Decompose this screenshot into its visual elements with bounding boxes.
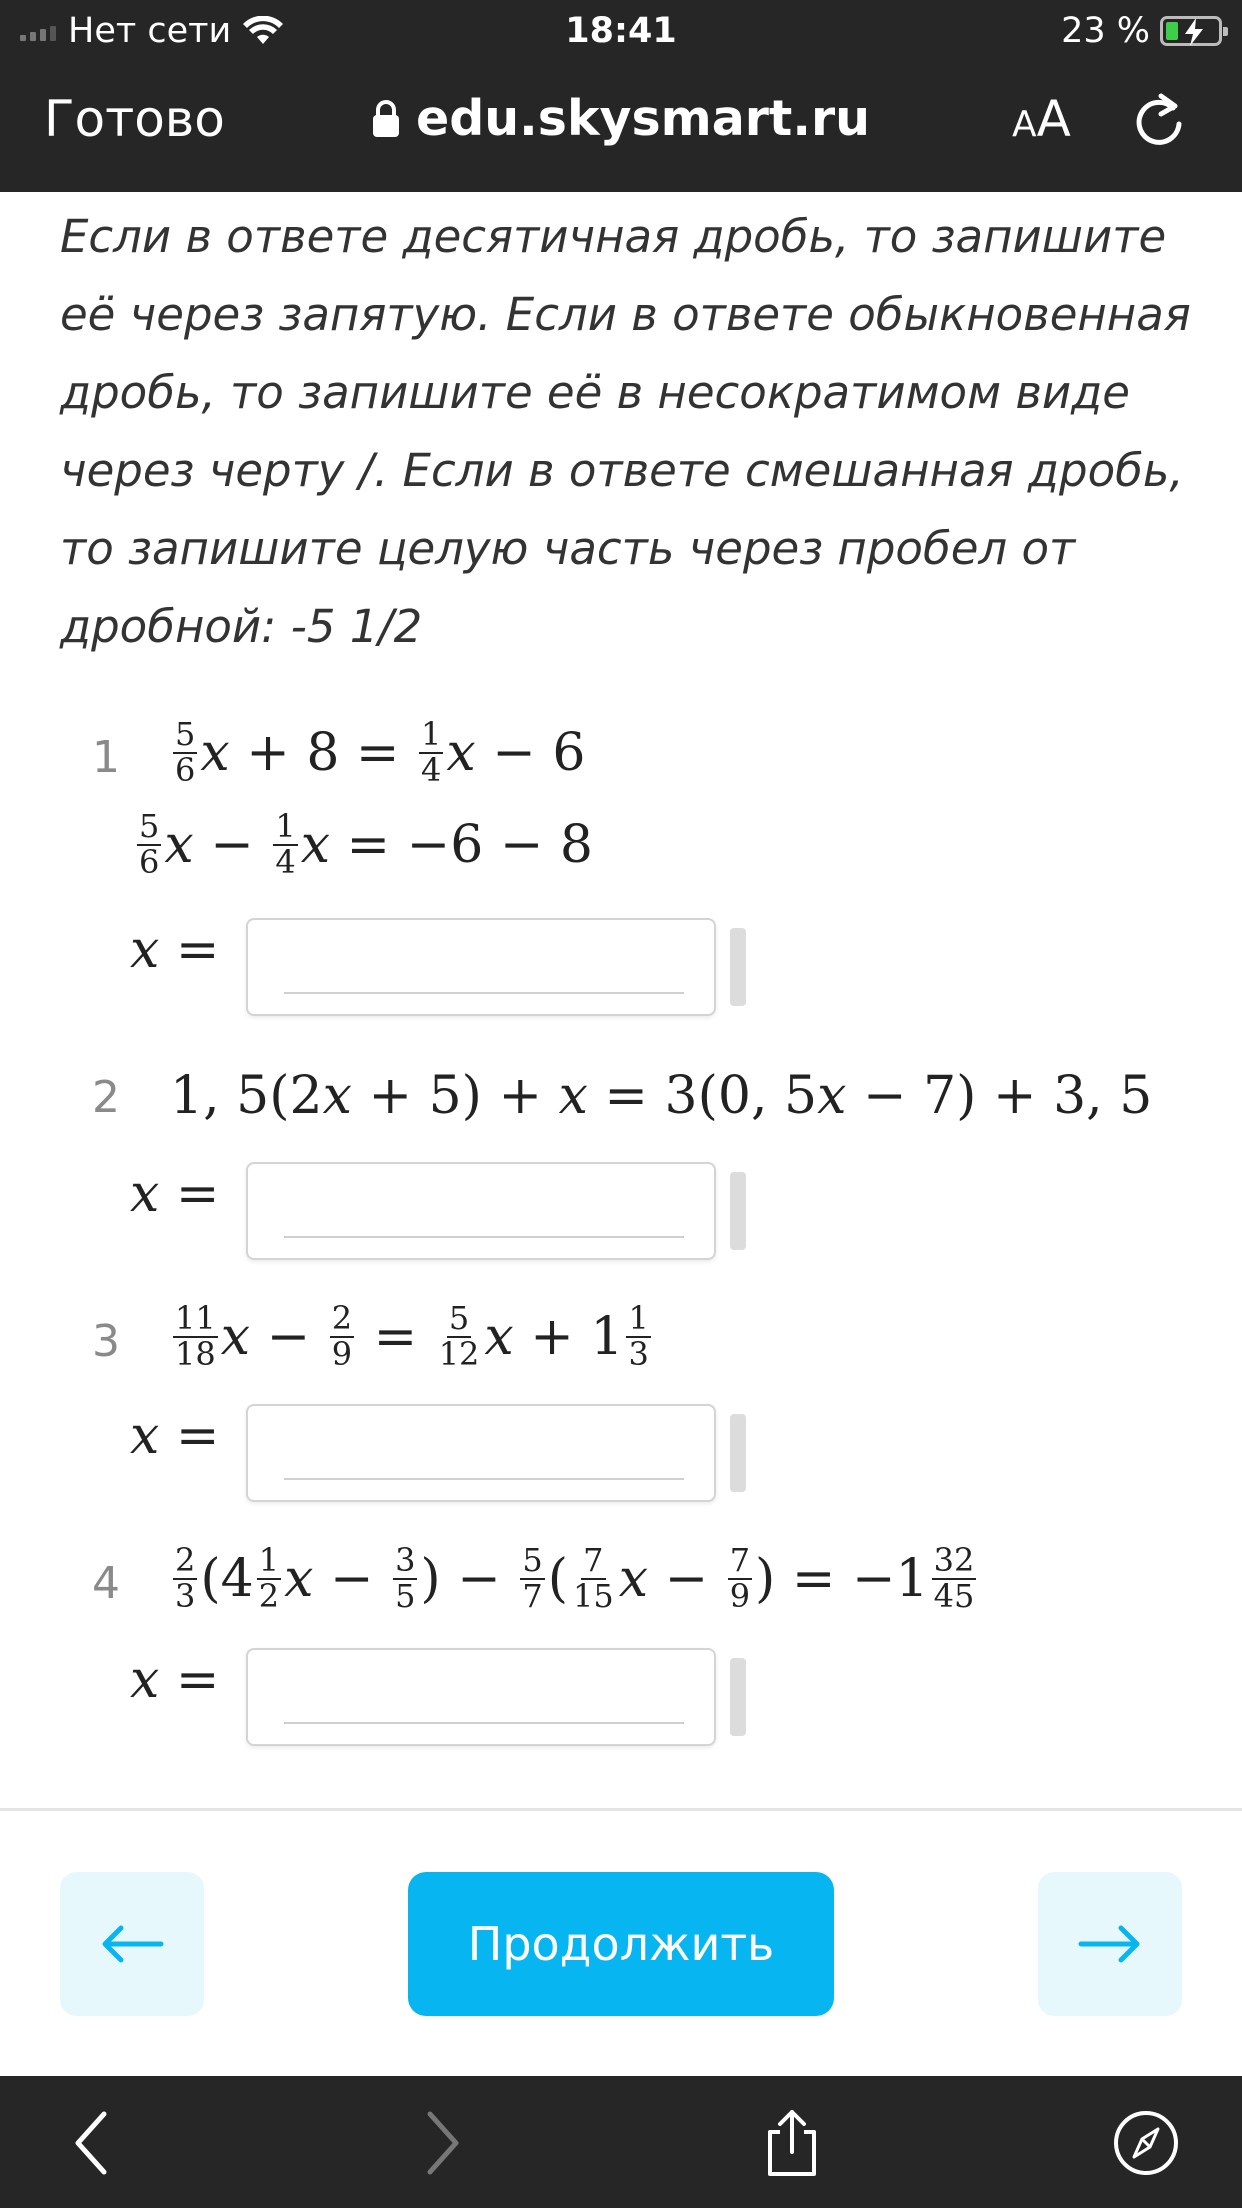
compass-icon[interactable] [1112, 2108, 1180, 2178]
answer-handle-1 [730, 928, 746, 1006]
continue-button[interactable]: Продолжить [408, 1872, 834, 2016]
status-right [1061, 8, 1222, 54]
x-label-2: x = [130, 1164, 220, 1224]
instructions-text: Если в ответе десятичная дробь, то запишите её через запятую. Если в ответе обыкновенная дробь, то запишите её в несократимом виде через черту /. Если в ответе смешанная дробь, то запишите целую часть через пробел от дробной: -5 1/2 [60, 210, 1191, 653]
equation-1-step: $\frac{5}{6}$ x − $\frac{1}{4}$ x = −6 − 8 [139, 807, 594, 881]
equation-4: $\frac{2}{3}$ (4 $\frac{1}{2}$ x − $\frac{3}{5}$ ) − $\frac{5}{7}$ ( $\frac{7}{15}$ x − $\frac{7}{9}$ ) = −1 $\frac{32}{45}$ [175, 1541, 975, 1615]
clock: 18:41 [565, 11, 677, 51]
status-bar [0, 0, 1242, 62]
next-button[interactable] [1038, 1872, 1182, 2016]
text-size-small: A [1012, 104, 1037, 145]
url-text: edu.skysmart.ru [415, 90, 871, 147]
previous-button[interactable] [60, 1872, 204, 2016]
back-icon[interactable] [70, 2108, 114, 2178]
browser-toolbar [0, 2076, 1242, 2208]
lock-icon [372, 99, 400, 139]
task-number-2: 2 [92, 1072, 120, 1123]
answer-input-4[interactable] [246, 1648, 716, 1746]
answer-input-2[interactable] [246, 1162, 716, 1260]
task-number-1: 1 [92, 732, 120, 783]
arrow-right-icon [1077, 1924, 1143, 1964]
share-icon[interactable] [762, 2108, 822, 2178]
x-label-1: x = [130, 920, 220, 980]
x-label-3: x = [130, 1406, 220, 1466]
done-button[interactable]: Готово [44, 90, 225, 148]
answer-input-3[interactable] [246, 1404, 716, 1502]
answer-input-1[interactable] [246, 918, 716, 1016]
browser-bar [0, 62, 1242, 192]
answer-handle-4 [730, 1658, 746, 1736]
text-size-big: A [1036, 90, 1071, 148]
battery-percent: 23 % [1061, 11, 1150, 51]
battery-icon [1160, 16, 1222, 46]
x-label-4: x = [130, 1650, 220, 1710]
answer-handle-2 [730, 1172, 746, 1250]
text-size-button[interactable] [1012, 90, 1071, 148]
equation-3: $\frac{11}{18}$ x − $\frac{2}{9}$ = $\frac{5}{12}$ x + 1 $\frac{1}{3}$ [175, 1299, 649, 1373]
arrow-left-icon [99, 1924, 165, 1964]
reload-icon[interactable] [1133, 92, 1189, 152]
forward-icon[interactable] [420, 2108, 464, 2178]
task-number-4: 4 [92, 1558, 120, 1609]
answer-handle-3 [730, 1414, 746, 1492]
carrier-label: Нет сети [68, 11, 232, 51]
equation-1: $\frac{5}{6}$ x + 8 = $\frac{1}{4}$ x − 6 [175, 715, 586, 789]
equation-2: 1, 5(2 x + 5) + x = 3(0, 5 x − 7) + 3, 5 [170, 1066, 1153, 1126]
task-number-3: 3 [92, 1316, 120, 1367]
divider [0, 1808, 1242, 1811]
